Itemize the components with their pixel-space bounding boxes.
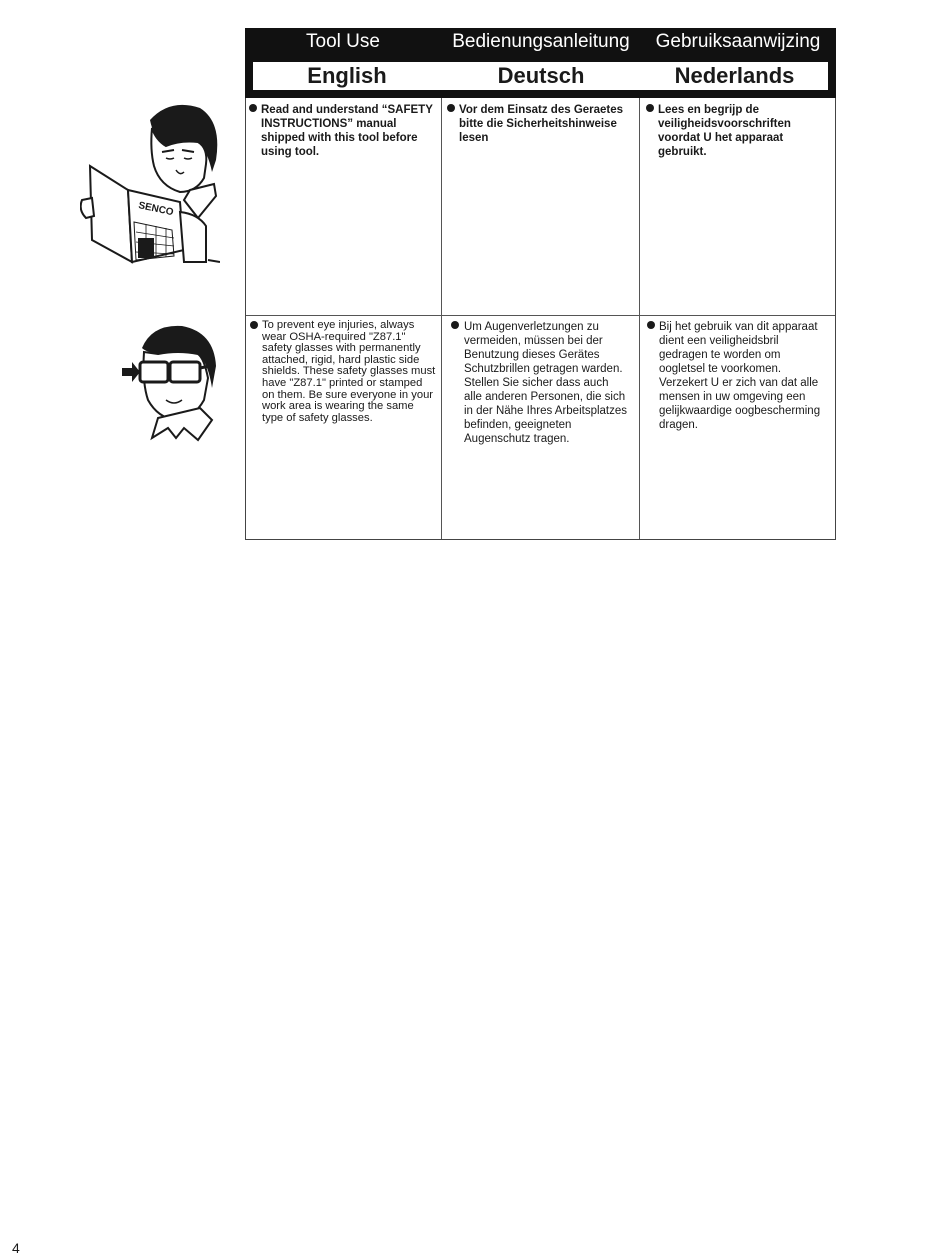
row1-deutsch: Vor dem Einsatz des Geraetes bitte die Sicherheitshinweise lesen: [447, 103, 627, 145]
page-number: 4: [12, 1240, 20, 1256]
instruction-table: [245, 98, 836, 540]
language-strip: [253, 62, 828, 90]
language-english: English: [307, 63, 387, 88]
row2-nederlands: Bij het gebruik van dit apparaat dient een veiligheidsbril gedragen te worden om oogletsel te voorkomen. Verzekert U er zich van dat alle mensen in uw omgeving een gelijkwaardige oogbescherming dragen.: [647, 320, 827, 432]
language-nederlands: Nederlands: [674, 63, 795, 88]
bullet-icon: [249, 104, 257, 112]
row1-nederlands: Lees en begrijp de veiligheidsvoorschriften voordat U het apparaat gebruikt.: [646, 103, 826, 159]
row-divider: [246, 315, 835, 316]
row2-english: To prevent eye injuries, always wear OSHA-required "Z87.1" safety glasses with permanently attached, rigid, hard plastic side shields. These safety glasses must have "Z87.1" printed or stamped on them. Be sure everyone in your work area is wearing the same type of safety glasses.: [250, 320, 436, 424]
bullet-icon: [447, 104, 455, 112]
bullet-icon: [647, 321, 655, 329]
section-title-english: Tool Use: [306, 31, 380, 52]
svg-text:SENCO: SENCO: [137, 200, 175, 219]
bullet-icon: [646, 104, 654, 112]
table-header: [245, 28, 836, 98]
row2-deutsch: Um Augenverletzungen zu vermeiden, müssen bei der Benutzung dieses Gerätes Schutzbrillen getragen warden. Stellen Sie sicher dass auch alle anderen Personen, die sich in der Nähe Ihres Arbeitsplatzes befinden, geeigneten Augenschutz tragen.: [451, 320, 629, 446]
man-reading-manual-icon: [80, 100, 220, 266]
section-title-deutsch: Bedienungsanleitung: [452, 31, 630, 52]
column-divider: [441, 98, 442, 539]
bullet-icon: [250, 321, 258, 329]
bullet-icon: [451, 321, 459, 329]
column-divider: [639, 98, 640, 539]
man-safety-glasses-icon: [118, 322, 218, 442]
row1-english: Read and understand “SAFETY INSTRUCTIONS” manual shipped with this tool before using tool.: [249, 103, 437, 159]
language-deutsch: Deutsch: [497, 63, 585, 88]
section-title-nederlands: Gebruiksaanwijzing: [655, 31, 821, 52]
